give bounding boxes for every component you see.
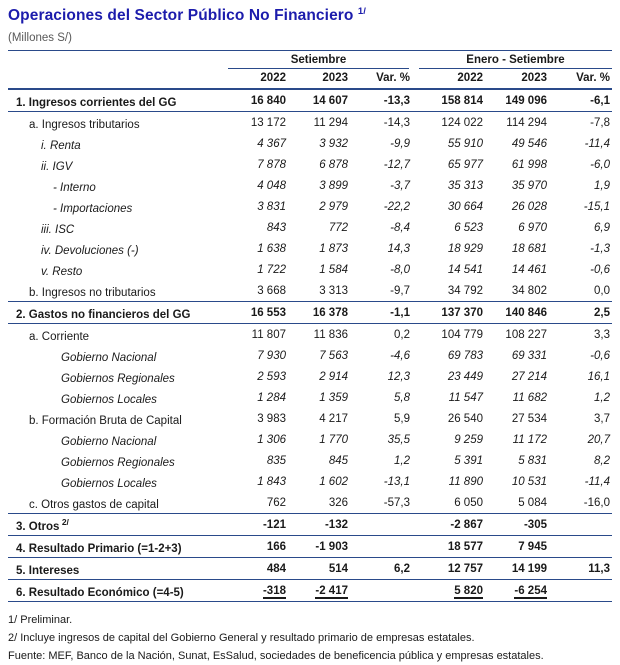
cell-value: 326 [328, 496, 348, 509]
header-group-enero-setiembre [412, 51, 612, 70]
cell-value: 5 391 [454, 454, 483, 467]
row-label-text: Gobierno Nacional [61, 435, 157, 448]
cell-value: 49 546 [511, 137, 547, 150]
table-row [8, 345, 612, 366]
cell-value: 1 306 [257, 433, 286, 446]
cell-value: -6 254 [485, 580, 549, 602]
cell-value: 14 607 [288, 89, 350, 112]
cell-value: -9,7 [390, 284, 410, 297]
row-label [8, 514, 226, 536]
table-row [8, 408, 612, 429]
cell-value: 11 547 [448, 391, 483, 404]
cell-value: 11 890 [448, 475, 483, 488]
cell-value: -0,6 [590, 263, 610, 276]
table-row [8, 196, 612, 217]
cell-value: 484 [226, 558, 288, 580]
cell-value: 1,2 [394, 454, 410, 467]
cell-value: 762 [266, 496, 286, 509]
header-col-ene-var: Var. % [549, 69, 612, 89]
cell-value: -15,1 [583, 200, 610, 213]
cell-value: 3 932 [319, 137, 348, 150]
cell-value: 26 028 [511, 200, 547, 213]
cell-value [549, 514, 612, 536]
cell-value: 61 998 [511, 158, 547, 171]
cell-value: 2,5 [549, 302, 612, 324]
row-label-text: 2. Gastos no financieros del GG [16, 308, 191, 321]
table-row [8, 536, 612, 558]
header-group-setiembre-label: Setiembre [228, 51, 409, 69]
row-label [8, 259, 226, 280]
cell-value [549, 580, 612, 602]
row-label [8, 154, 226, 175]
cell-value: 6 878 [319, 158, 348, 171]
cell-value: 11 836 [313, 328, 348, 341]
cell-value: 34 802 [511, 284, 547, 297]
cell-value: 35 970 [511, 179, 547, 192]
cell-value: 10 531 [511, 475, 547, 488]
cell-value: 18 929 [447, 242, 483, 255]
table-row [8, 133, 612, 154]
table-row [8, 366, 612, 387]
table-row [8, 324, 612, 346]
cell-value: 16,1 [587, 370, 610, 383]
cell-value: 35 313 [447, 179, 483, 192]
row-label-text: 5. Intereses [16, 564, 80, 577]
cell-value: 1 584 [319, 263, 348, 276]
cell-value: 14 461 [511, 263, 547, 276]
row-label-text: i. Renta [41, 139, 81, 152]
cell-value: 3 313 [319, 284, 348, 297]
cell-value: 4 048 [257, 179, 286, 192]
cell-value: 3 831 [257, 200, 286, 213]
row-label [8, 429, 226, 450]
cell-value: 18 577 [412, 536, 485, 558]
cell-value: 18 681 [511, 242, 547, 255]
table-row [8, 89, 612, 112]
header-col-set-var: Var. % [350, 69, 412, 89]
table-row [8, 580, 612, 602]
row-label-text: iii. ISC [41, 223, 75, 236]
row-label-text: Gobiernos Regionales [61, 372, 175, 385]
footnote-1: 1/ Preliminar. [8, 614, 73, 627]
footnotes [8, 611, 612, 665]
page-title-footnote-marker: 1/ [357, 6, 367, 17]
row-label-text: Gobiernos Locales [61, 477, 157, 490]
cell-value: 7 563 [319, 349, 348, 362]
cell-value: 124 022 [441, 116, 483, 129]
row-label-text: Gobierno Nacional [61, 351, 157, 364]
cell-value: -2 417 [288, 580, 350, 602]
cell-value: 1 359 [319, 391, 348, 404]
cell-value: 104 779 [441, 328, 483, 341]
row-label [8, 175, 226, 196]
cell-value: -16,0 [583, 496, 610, 509]
cell-value: 30 664 [447, 200, 483, 213]
cell-value: -11,4 [584, 137, 610, 150]
cell-value: 11,3 [549, 558, 612, 580]
cell-value: 1 284 [257, 391, 286, 404]
cell-value: 3 983 [257, 412, 286, 425]
cell-value: -13,3 [350, 89, 412, 112]
cell-value: 11 294 [313, 116, 348, 129]
header-group-enero-setiembre-label: Enero - Setiembre [419, 51, 612, 69]
cell-value: 12,3 [387, 370, 410, 383]
table-row [8, 217, 612, 238]
header-group-row [8, 51, 612, 70]
cell-value: 55 910 [447, 137, 483, 150]
cell-value: 14 541 [447, 263, 483, 276]
row-label [8, 196, 226, 217]
cell-value: 23 449 [447, 370, 483, 383]
cell-value: -8,4 [390, 221, 410, 234]
cell-value: 8,2 [594, 454, 610, 467]
cell-value: 1 602 [319, 475, 348, 488]
cell-value: 26 540 [447, 412, 483, 425]
cell-value: -9,9 [390, 137, 410, 150]
row-label [8, 450, 226, 471]
row-label [8, 366, 226, 387]
row-label [8, 580, 226, 602]
cell-value: 1 873 [319, 242, 348, 255]
cell-value: 12 757 [412, 558, 485, 580]
header-label-spacer [8, 51, 226, 70]
header-group-setiembre [226, 51, 412, 70]
table-row [8, 514, 612, 536]
row-label [8, 280, 226, 302]
page-subtitle: (Millones S/) [8, 32, 72, 45]
cell-value: 0,0 [594, 284, 610, 297]
row-label-text: v. Resto [41, 265, 83, 278]
cell-value: 843 [266, 221, 286, 234]
row-label [8, 408, 226, 429]
row-label [8, 345, 226, 366]
cell-value: 158 814 [412, 89, 485, 112]
cell-value: 1 722 [257, 263, 286, 276]
row-label-text: ii. IGV [41, 160, 73, 173]
header-col-set-2022: 2022 [226, 69, 288, 89]
cell-value [350, 536, 412, 558]
cell-value: 149 096 [485, 89, 549, 112]
cell-value: -318 [226, 580, 288, 602]
row-label [8, 558, 226, 580]
table-row [8, 387, 612, 408]
cell-value: -132 [288, 514, 350, 536]
cell-value [350, 514, 412, 536]
cell-value: -14,3 [383, 116, 410, 129]
cell-value: 3 899 [319, 179, 348, 192]
cell-value: 14,3 [387, 242, 410, 255]
cell-value: -1,1 [350, 302, 412, 324]
cell-value: 772 [328, 221, 348, 234]
row-label-text: 4. Resultado Primario (=1-2+3) [16, 542, 182, 555]
page-title-text: Operaciones del Sector Público No Financiero [8, 7, 354, 25]
table-row [8, 259, 612, 280]
header-years-row [8, 69, 612, 89]
row-label [8, 133, 226, 154]
row-label [8, 471, 226, 492]
cell-value: -13,1 [383, 475, 410, 488]
row-label [8, 112, 226, 134]
cell-value: 11 172 [512, 433, 547, 446]
row-label-text: c. Otros gastos de capital [29, 498, 159, 511]
cell-value: 3 668 [257, 284, 286, 297]
cell-value: 3,3 [594, 328, 610, 341]
table-row [8, 471, 612, 492]
cell-value: 166 [226, 536, 288, 558]
row-label-text: - Importaciones [53, 202, 133, 215]
cell-value: 4 217 [319, 412, 348, 425]
row-label-text: iv. Devoluciones (-) [41, 244, 139, 257]
table-row [8, 492, 612, 514]
cell-value: 11 682 [512, 391, 547, 404]
table-row [8, 450, 612, 471]
table-row [8, 175, 612, 196]
cell-value: -57,3 [383, 496, 410, 509]
row-label-text: Gobiernos Locales [61, 393, 157, 406]
table-row [8, 280, 612, 302]
cell-value: -4,6 [390, 349, 410, 362]
cell-value: -1,3 [590, 242, 610, 255]
cell-value: 11 807 [251, 328, 286, 341]
cell-value: 27 534 [511, 412, 547, 425]
cell-value: 845 [328, 454, 348, 467]
cell-value: -12,7 [383, 158, 410, 171]
cell-value: 69 783 [447, 349, 483, 362]
row-label-sup: 2/ [59, 516, 69, 527]
cell-value: 27 214 [511, 370, 547, 383]
cell-value: -8,0 [390, 263, 410, 276]
cell-value: -11,4 [584, 475, 610, 488]
table-body [8, 89, 612, 602]
cell-value: 1,2 [594, 391, 610, 404]
table-row [8, 302, 612, 324]
cell-value: 108 227 [505, 328, 547, 341]
cell-value: -22,2 [383, 200, 410, 213]
cell-value: 16 378 [288, 302, 350, 324]
row-label [8, 89, 226, 112]
cell-value: 1 843 [257, 475, 286, 488]
row-label-text: Gobiernos Regionales [61, 456, 175, 469]
cell-value: 5 820 [412, 580, 485, 602]
cell-value: 835 [266, 454, 286, 467]
row-label-text: b. Formación Bruta de Capital [29, 414, 182, 427]
row-label-text: 3. Otros [16, 520, 60, 533]
cell-value: 2 914 [319, 370, 348, 383]
cell-value: -6,0 [590, 158, 610, 171]
cell-value: 20,7 [587, 433, 610, 446]
row-label [8, 217, 226, 238]
row-label-text: 6. Resultado Económico (=4-5) [16, 586, 184, 599]
table-row [8, 112, 612, 134]
footnote-source: Fuente: MEF, Banco de la Nación, Sunat, EsSalud, sociedades de beneficencia pública y empresas estatales. [8, 650, 544, 663]
table-row [8, 429, 612, 450]
cell-value: 5,9 [394, 412, 410, 425]
cell-value: 7 930 [257, 349, 286, 362]
cell-value: 6 970 [518, 221, 547, 234]
row-label-text: a. Corriente [29, 330, 90, 343]
cell-value: 34 792 [447, 284, 483, 297]
row-label [8, 387, 226, 408]
row-label [8, 492, 226, 514]
table-row [8, 238, 612, 259]
cell-value: 0,2 [394, 328, 410, 341]
cell-value: 2 979 [319, 200, 348, 213]
cell-value: 6 523 [454, 221, 483, 234]
header-col-set-2023: 2023 [288, 69, 350, 89]
row-label [8, 536, 226, 558]
cell-value: -1 903 [288, 536, 350, 558]
row-label [8, 302, 226, 324]
cell-value: 9 259 [454, 433, 483, 446]
cell-value: 7 878 [257, 158, 286, 171]
table-row [8, 154, 612, 175]
cell-value: 16 553 [226, 302, 288, 324]
cell-value: 16 840 [226, 89, 288, 112]
cell-value: 65 977 [447, 158, 483, 171]
cell-value: 137 370 [412, 302, 485, 324]
cell-value: 3,7 [594, 412, 610, 425]
cell-value: -305 [485, 514, 549, 536]
row-label-text: - Interno [53, 181, 96, 194]
fiscal-operations-table [8, 50, 612, 602]
row-label-text: 1. Ingresos corrientes del GG [16, 96, 177, 109]
cell-value: -2 867 [412, 514, 485, 536]
cell-value [549, 536, 612, 558]
cell-value: 6 050 [454, 496, 483, 509]
row-label [8, 238, 226, 259]
cell-value [350, 580, 412, 602]
cell-value: -7,8 [590, 116, 610, 129]
cell-value: 6,9 [594, 221, 610, 234]
cell-value: 7 945 [485, 536, 549, 558]
cell-value: 4 367 [257, 137, 286, 150]
cell-value: 35,5 [387, 433, 410, 446]
table-row [8, 558, 612, 580]
cell-value: 114 294 [506, 116, 547, 129]
cell-value: -3,7 [390, 179, 410, 192]
cell-value: 14 199 [485, 558, 549, 580]
cell-value: 1,9 [594, 179, 610, 192]
cell-value: 69 331 [511, 349, 547, 362]
cell-value: 5 084 [518, 496, 547, 509]
cell-value: 140 846 [485, 302, 549, 324]
footnote-2: 2/ Incluye ingresos de capital del Gobierno General y resultado primario de empresas estatales. [8, 632, 475, 645]
cell-value: -121 [226, 514, 288, 536]
cell-value: 1 638 [257, 242, 286, 255]
cell-value: 13 172 [250, 116, 286, 129]
cell-value: -0,6 [590, 349, 610, 362]
cell-value: 6,2 [350, 558, 412, 580]
cell-value: 1 770 [319, 433, 348, 446]
header-col-ene-2023: 2023 [485, 69, 549, 89]
cell-value: -6,1 [549, 89, 612, 112]
row-label-text: b. Ingresos no tributarios [29, 286, 156, 299]
row-label [8, 324, 226, 346]
header-label-spacer-2 [8, 69, 226, 89]
row-label-text: a. Ingresos tributarios [29, 118, 140, 131]
cell-value: 5,8 [394, 391, 410, 404]
cell-value: 514 [288, 558, 350, 580]
cell-value: 5 831 [518, 454, 547, 467]
cell-value: 2 593 [257, 370, 286, 383]
page-title [8, 6, 612, 25]
header-col-ene-2022: 2022 [412, 69, 485, 89]
